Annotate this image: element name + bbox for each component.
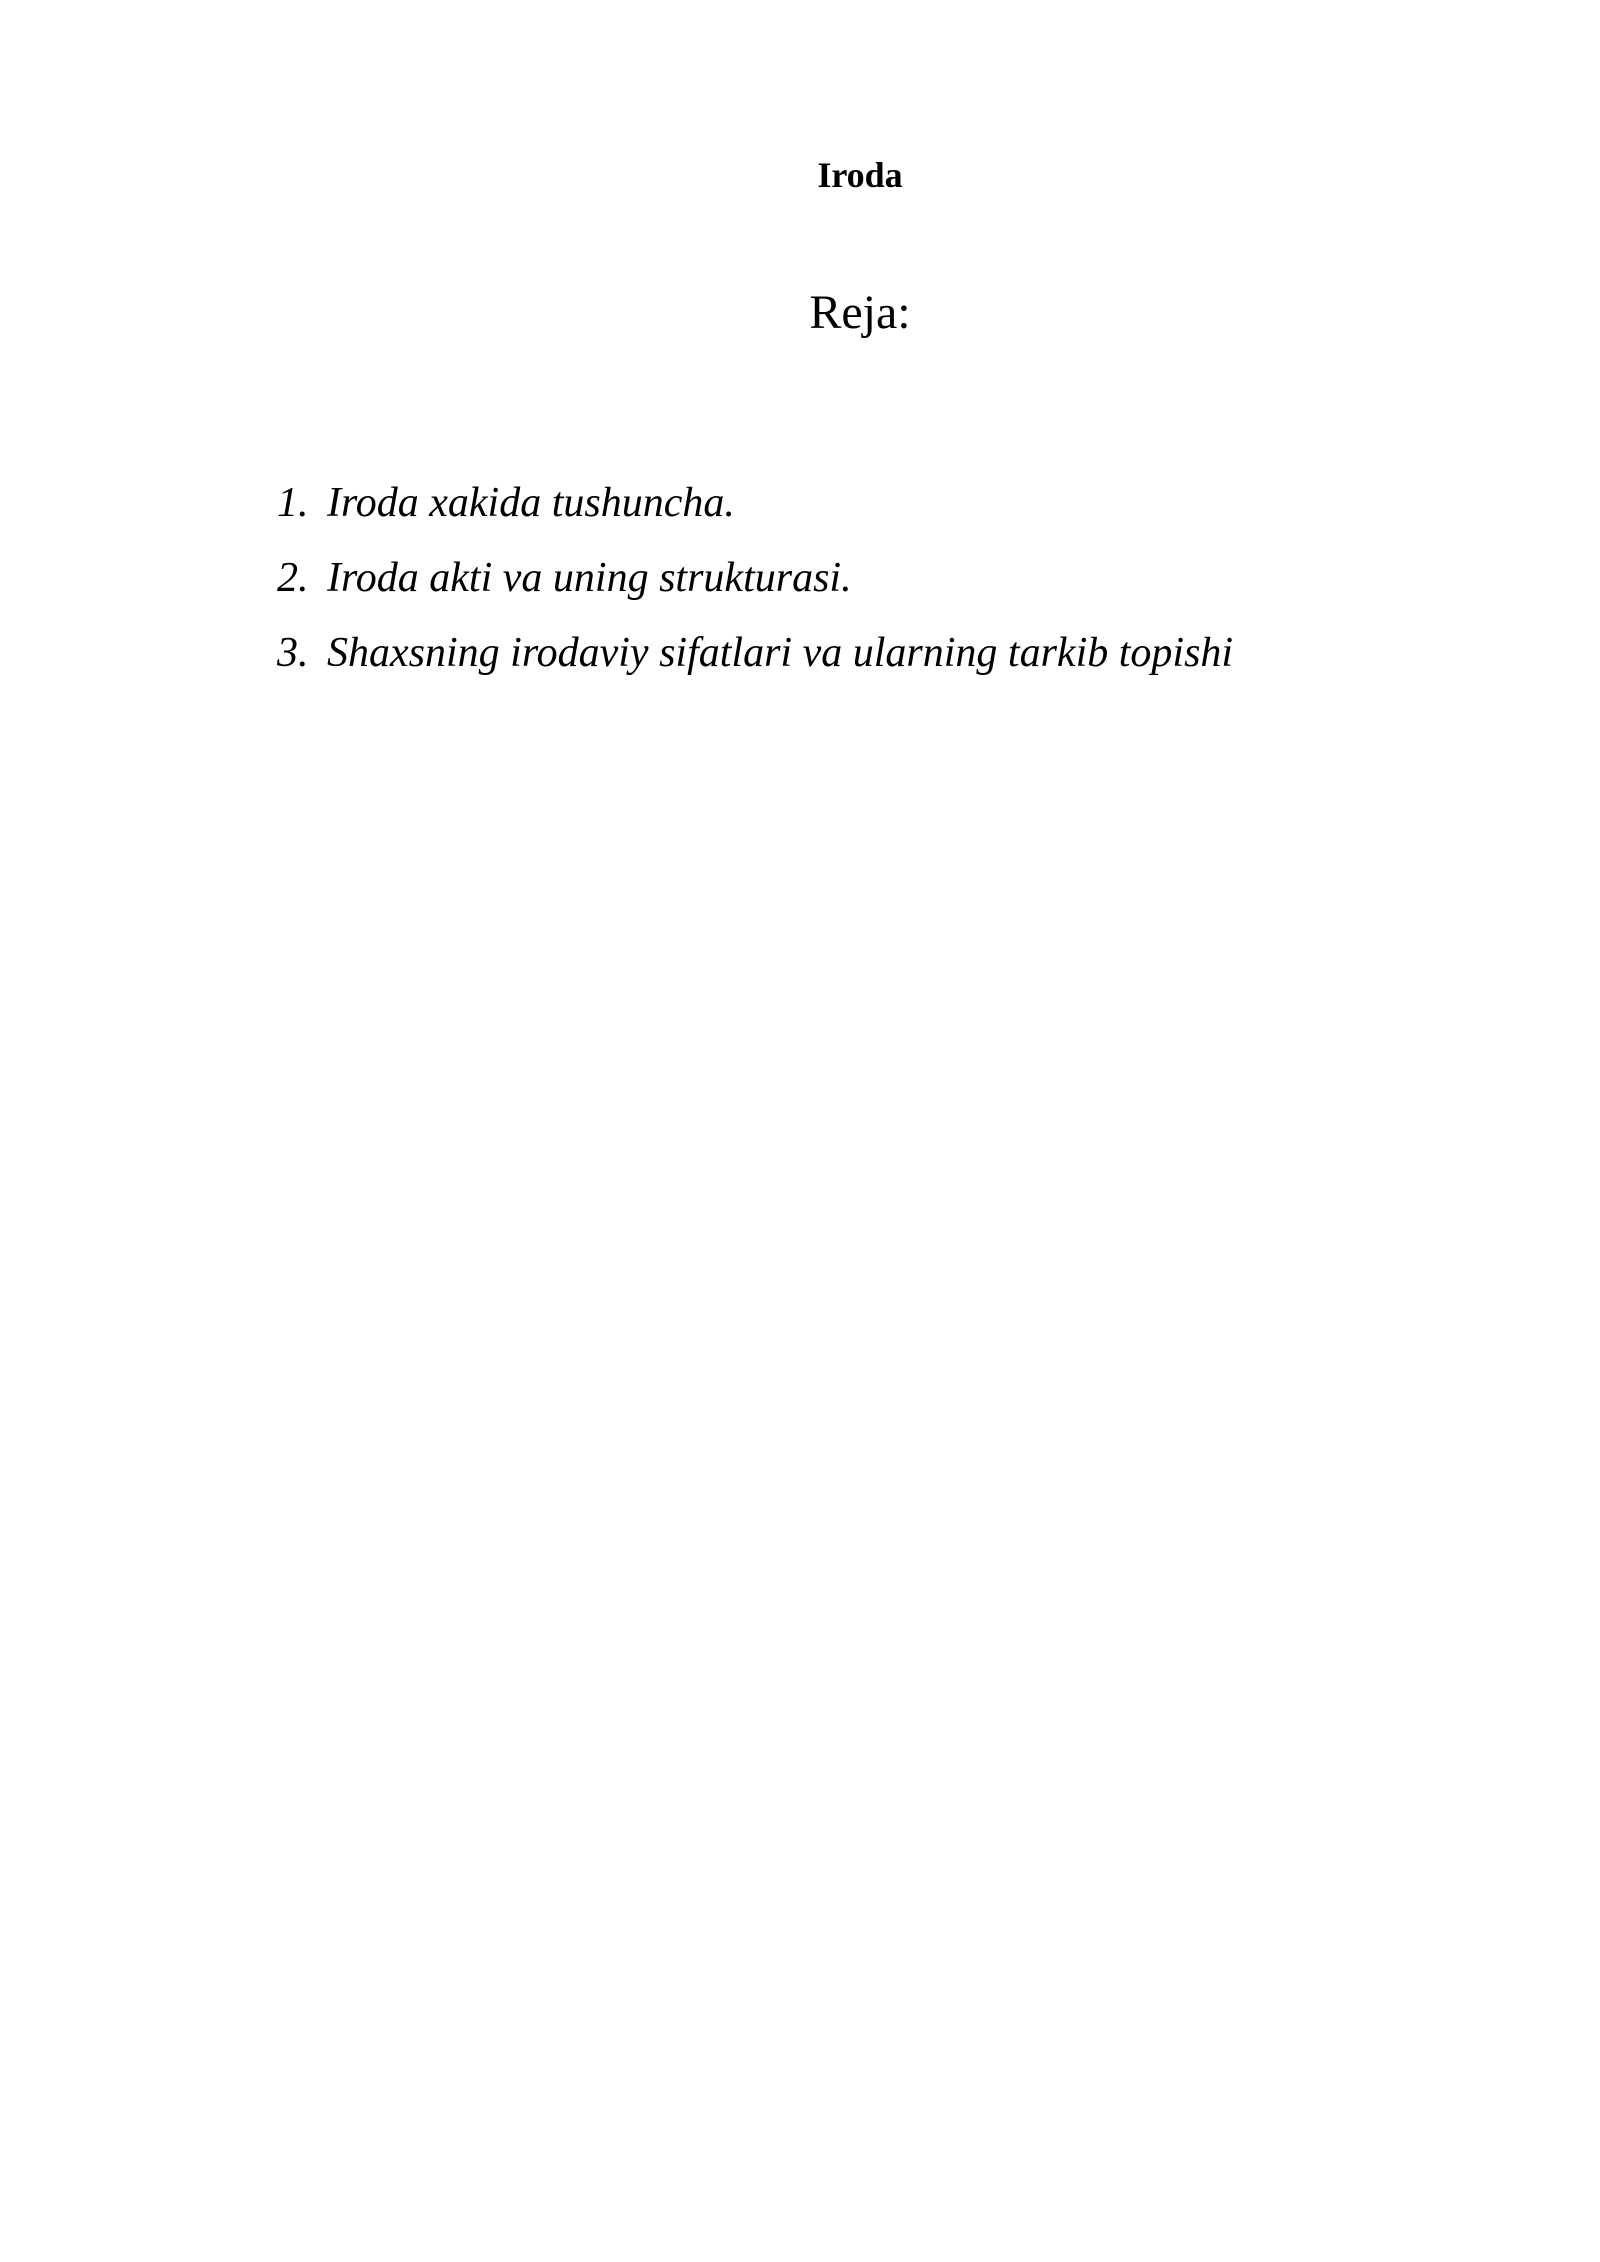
plan-item-number: 1.: [277, 480, 309, 526]
plan-item-number: 2.: [277, 555, 309, 601]
document-title: Iroda: [817, 155, 903, 195]
plan-item-text: Shaxsning irodaviy sifatlari va ularning tarkib topishi: [327, 630, 1234, 676]
plan-item-number: 3.: [277, 630, 309, 676]
plan-heading: Reja:: [809, 286, 911, 339]
plan-item: [270, 616, 1233, 691]
plan-item: [270, 466, 1233, 541]
plan-item-text: Iroda akti va uning strukturasi.: [327, 555, 852, 601]
plan-item-text: Iroda xakida tushuncha.: [327, 480, 735, 526]
plan-item: [270, 541, 1233, 616]
plan-list: [270, 466, 1233, 691]
